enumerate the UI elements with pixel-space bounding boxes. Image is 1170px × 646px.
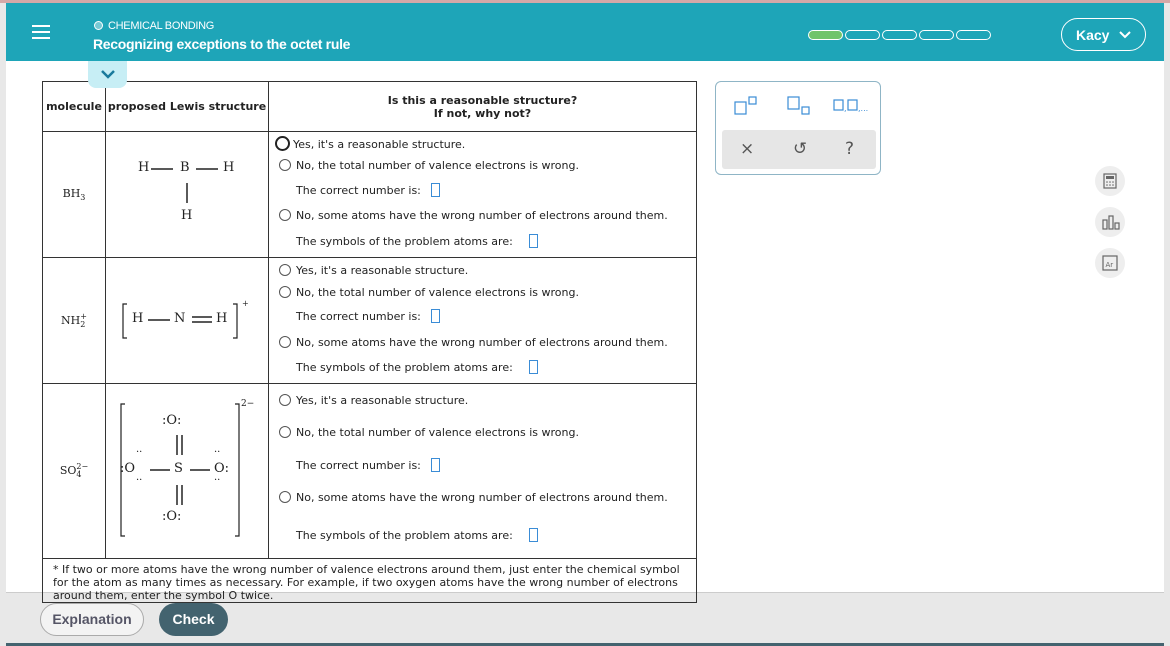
progress-segment: [845, 30, 880, 40]
radio-button[interactable]: [279, 159, 291, 171]
calculator-icon: [1102, 173, 1118, 189]
footnote-row: [43, 559, 697, 603]
radio-button[interactable]: [279, 426, 291, 438]
atom-h: H: [181, 207, 193, 223]
correct-number-input[interactable]: [431, 458, 440, 472]
lone-pair: ··: [136, 446, 143, 458]
help-icon[interactable]: ?: [845, 139, 855, 159]
radio-button[interactable]: [279, 264, 291, 276]
list-input-icon[interactable]: [833, 98, 869, 114]
subscript-icon[interactable]: [787, 96, 811, 116]
problem-atoms-field: The symbols of the problem atoms are:: [296, 360, 538, 374]
user-name: Kacy: [1076, 27, 1110, 43]
data-button[interactable]: [1095, 207, 1125, 237]
ion-charge: +: [242, 298, 249, 308]
radio-button[interactable]: [279, 286, 291, 298]
column-header-question: [269, 82, 697, 132]
table-row: [43, 258, 697, 384]
atom-h: H: [138, 159, 150, 175]
atom-h: H: [223, 159, 235, 175]
column-header-molecule: molecule: [43, 82, 106, 132]
option-wrong-electrons[interactable]: No, the total number of valence electrons is wrong.: [279, 286, 579, 299]
ion-charge: 2−: [241, 398, 255, 409]
user-menu-button[interactable]: [1061, 18, 1146, 51]
footnote-line: for the atom as many times as necessary. For example, if two oxygen atoms have the wrong number of electrons: [53, 576, 678, 589]
lone-pair: ··: [214, 474, 221, 486]
atom-o-bottom: :O:: [162, 508, 182, 524]
footnote-line: around them, enter the symbol O twice.: [53, 589, 274, 602]
radio-button[interactable]: [279, 209, 291, 221]
periodic-table-icon: [1102, 255, 1118, 271]
calculator-button[interactable]: [1095, 166, 1125, 196]
lone-pair: ··: [136, 474, 143, 486]
problem-atoms-input[interactable]: [529, 528, 538, 542]
clear-icon[interactable]: ×: [740, 139, 755, 159]
atom-s: S: [174, 460, 183, 476]
molecule-formula: SO 2− 4: [43, 384, 106, 559]
progress-segment: [919, 30, 954, 40]
atom-o-right: O:: [214, 460, 230, 476]
footnote-line: * If two or more atoms have the wrong number of valence electrons around them, just enter the chemical symbol: [53, 563, 680, 576]
problem-atoms-input[interactable]: [529, 360, 538, 374]
column-header-lewis: proposed Lewis structure: [106, 82, 269, 132]
lesson-title: Recognizing exceptions to the octet rule: [93, 36, 351, 52]
header-bar: [6, 3, 1164, 61]
atom-b: B: [180, 159, 190, 175]
answer-options: [269, 384, 697, 559]
answer-table: [42, 81, 697, 603]
correct-number-input[interactable]: [431, 183, 440, 197]
undo-icon[interactable]: ↺: [793, 139, 808, 159]
svg-text:Ar: Ar: [1105, 261, 1114, 269]
radio-button[interactable]: [275, 136, 290, 151]
hamburger-menu-icon[interactable]: [32, 25, 50, 41]
chevron-down-icon: [1119, 31, 1131, 39]
progress-bar: [808, 30, 991, 40]
lewis-structure-so4: [106, 384, 269, 559]
table-row: [43, 384, 697, 559]
correct-number-field: The correct number is:: [296, 183, 440, 197]
problem-atoms-field: The symbols of the problem atoms are:: [296, 528, 538, 542]
atom-o-top: :O:: [162, 412, 182, 428]
answer-options: [269, 258, 697, 384]
correct-number-input[interactable]: [431, 309, 440, 323]
atom-n: N: [174, 310, 186, 326]
periodic-table-button[interactable]: [1095, 248, 1125, 278]
option-yes[interactable]: Yes, it's a reasonable structure.: [279, 264, 468, 277]
chevron-down-icon: [100, 69, 116, 79]
progress-segment: [808, 30, 843, 40]
problem-atoms-field: The symbols of the problem atoms are:: [296, 234, 538, 248]
answer-options: [269, 132, 697, 258]
atom-h: H: [132, 310, 144, 326]
collapse-question-toggle[interactable]: [88, 61, 127, 88]
topic-label: [94, 20, 214, 32]
progress-segment: [882, 30, 917, 40]
footnote: [43, 559, 697, 603]
atom-h: H: [216, 310, 228, 326]
svg-text:,...: ,...: [858, 104, 869, 113]
lone-pair: ··: [214, 446, 221, 458]
option-yes[interactable]: Yes, it's a reasonable structure.: [277, 136, 465, 151]
molecule-formula: NH + 2: [43, 258, 106, 384]
lewis-structure-nh2: [106, 258, 269, 384]
superscript-icon[interactable]: [734, 96, 758, 116]
question-line-2: If not, why not?: [433, 106, 532, 120]
answer-palette: [715, 81, 881, 175]
question-line-1: Is this a reasonable structure?: [387, 93, 578, 107]
option-wrong-electrons[interactable]: No, the total number of valence electrons is wrong.: [279, 159, 579, 172]
radio-button[interactable]: [279, 336, 291, 348]
problem-atoms-input[interactable]: [529, 234, 538, 248]
svg-text:,: ,: [844, 104, 847, 113]
topic-status-icon: [94, 21, 103, 30]
table-row: [43, 132, 697, 258]
lewis-structure-bh3: [106, 132, 269, 258]
molecule-formula: $BH_3$: [43, 132, 106, 258]
check-button[interactable]: Check: [159, 603, 228, 636]
option-yes[interactable]: Yes, it's a reasonable structure.: [279, 394, 468, 407]
bar-chart-icon: [1102, 214, 1120, 230]
option-wrong-atoms[interactable]: No, some atoms have the wrong number of electrons around them.: [279, 209, 668, 222]
correct-number-field: The correct number is:: [296, 458, 440, 472]
option-wrong-electrons[interactable]: No, the total number of valence electrons is wrong.: [279, 426, 579, 439]
radio-button[interactable]: [279, 491, 291, 503]
explanation-button[interactable]: Explanation: [40, 603, 144, 636]
atom-o-left: :O: [120, 460, 136, 476]
palette-actions: [722, 130, 876, 169]
table-header-row: [43, 82, 697, 132]
radio-button[interactable]: [279, 394, 291, 406]
option-wrong-atoms[interactable]: No, some atoms have the wrong number of electrons around them.: [279, 336, 668, 349]
correct-number-field: The correct number is:: [296, 309, 440, 323]
progress-segment: [956, 30, 991, 40]
topic-text: CHEMICAL BONDING: [108, 20, 215, 32]
option-wrong-atoms[interactable]: No, some atoms have the wrong number of electrons around them.: [279, 491, 668, 504]
